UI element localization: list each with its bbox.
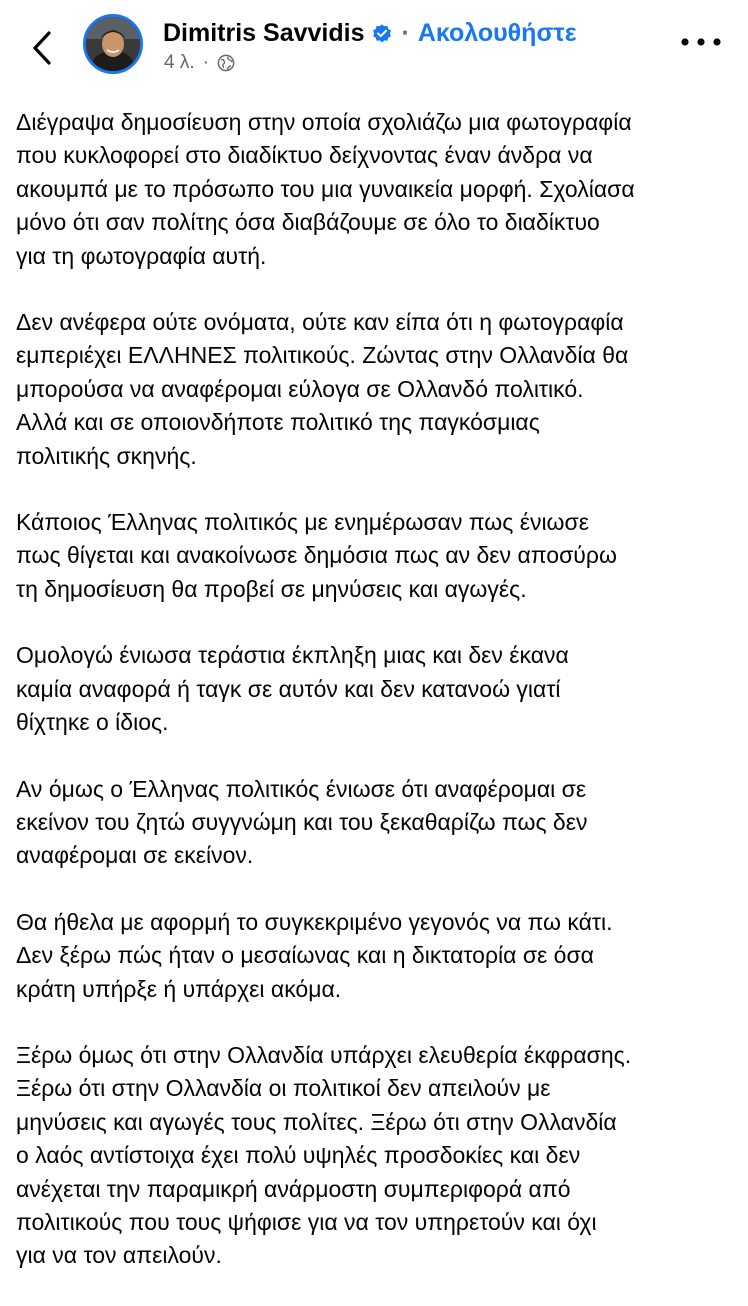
post-timestamp[interactable]: 4 λ. (164, 52, 195, 73)
author-avatar[interactable] (83, 14, 143, 74)
author-name[interactable]: Dimitris Savvidis (163, 19, 365, 47)
post-body (16, 106, 736, 1306)
post-paragraph: Διέγραψα δημοσίευση στην οποία σχολιάζω μια φωτογραφία που κυκλοφορεί στο διαδίκτυο δείχνοντας έναν άνδρα να ακουμπά με το πρόσωπο του μια γυναικεία μορφή. Σχολίασα μόνο ότι σαν πολίτης όσα διαβάζουμε σε όλο το διαδίκτυο για τη φωτογραφία αυτή. (16, 109, 635, 269)
meta-separator: · (202, 52, 209, 73)
back-button[interactable] (22, 24, 62, 72)
post-paragraph: Θα ήθελα με αφορμή το συγκεκριμένο γεγονός να πω κάτι. Δεν ξέρω πώς ήταν ο μεσαίωνας και η δικτατορία σε όσα κράτη υπήρξε ή υπάρχει ακόμα. (16, 908, 613, 1002)
post-paragraph: Ξέρω όμως ότι στην Ολλανδία υπάρχει ελευθερία έκφρασης. Ξέρω ότι στην Ολλανδία οι πολιτικοί δεν απειλούν με μηνύσεις και αγωγές τους πολίτες. Ξέρω ότι στην Ολλανδία ο λαός αντίστοιχα έχει πολύ υψηλές προσδοκίες και δεν ανέχεται την παραμικρή ανάρμοστη συμπεριφορά από πολιτικούς που τους ψήφισε για να τον υπηρετούν και όχι για να τον απειλούν. (16, 1041, 632, 1269)
follow-separator: · (401, 19, 410, 47)
more-horizontal-icon (679, 36, 723, 48)
post-paragraph: Δεν ανέφερα ούτε ονόματα, ούτε καν είπα ότι η φωτογραφία εμπεριέχει ΕΛΛΗΝΕΣ πολιτικούς. Ζώντας στην Ολλανδία θα μπορούσα να αναφέρομαι εύλογα σε Ολλανδό πολιτικό. Αλλά και σε οποιονδήποτε πολιτικό της παγκόσμιας πολιτικής σκηνής. (16, 309, 629, 469)
follow-button[interactable]: Ακολουθήστε (417, 19, 577, 47)
globe-icon[interactable] (217, 54, 235, 72)
chevron-left-icon (31, 30, 53, 66)
post-paragraph: Αν όμως ο Έλληνας πολιτικός ένιωσε ότι αναφέρομαι σε εκείνον του ζητώ συγγνώμη και του ξεκαθαρίζω πως δεν αναφέρομαι σε εκείνον. (16, 775, 588, 869)
post-header (0, 0, 748, 96)
post-paragraph: Κάποιος Έλληνας πολιτικός με ενημέρωσαν πως ένιωσε πως θίγεται και ανακοίνωσε δημόσια πως αν δεν αποσύρω τη δημοσίευση θα προβεί σε μηνύσεις και αγωγές. (16, 509, 617, 602)
author-line (163, 18, 577, 48)
avatar-photo (86, 17, 140, 71)
verified-badge-icon (371, 22, 393, 44)
more-options-button[interactable] (676, 22, 726, 62)
post-paragraph: Ομολογώ ένιωσα τεράστια έκπληξη μιας και δεν έκανα καμία αναφορά ή ταγκ σε αυτόν και δεν κατανοώ γιατί θίχτηκε ο ίδιος. (16, 642, 569, 736)
post-meta (164, 52, 235, 74)
